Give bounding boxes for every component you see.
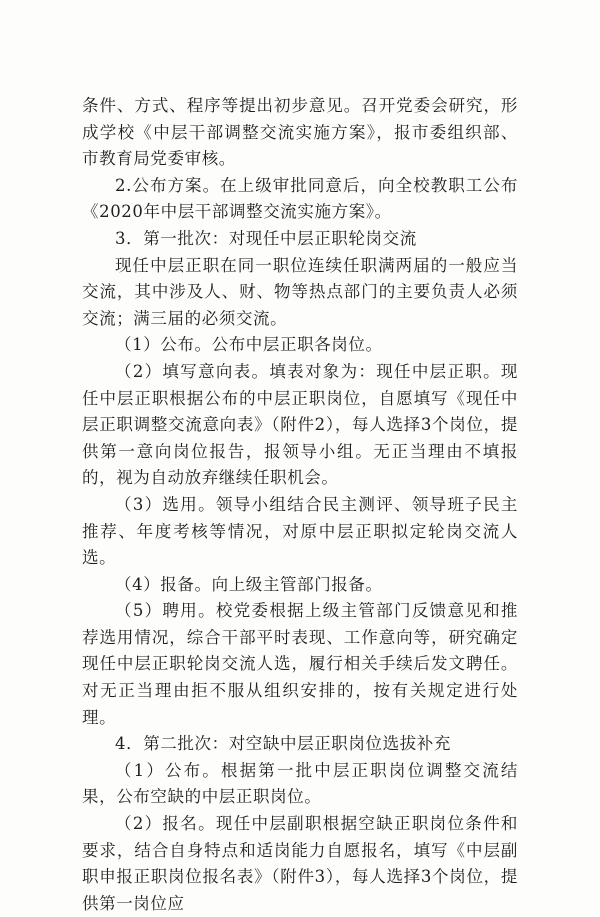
list-item: （3）选用。领导小组结合民主测评、领导班子民主推荐、年度考核等情况，对原中层正职拟定轮岗交流人选。 <box>82 494 518 568</box>
paragraph: 条件、方式、程序等提出初步意见。召开党委会研究，形成学校《中层干部调整交流实施方案》，报市委组织部、市教育局党委审核。 <box>82 96 518 169</box>
section-heading: 4．第二批次：对空缺中层正职岗位选拔补充 <box>115 734 451 754</box>
list-item: （2）填写意向表。填表对象为：现任中层正职。现任中层正职根据公布的中层正职岗位，自愿填写《现任中层正职调整交流意向表》（附件2），每人选择3个岗位，提供第一意向岗位报告，报领导小组。无正当理由不填报的，视为自动放弃继续任职机会。 <box>82 361 518 488</box>
list-item: （1）公布。公布中层正职各岗位。 <box>115 335 383 355</box>
list-item: （4）报备。向上级主管部门报备。 <box>115 574 383 594</box>
list-item: （5）聘用。校党委根据上级主管部门反馈意见和推荐选用情况，综合干部平时表现、工作意向等，研究确定现任中层正职轮岗交流人选，履行相关手续后发文聘任。对无正当理由拒不服从组织安排的，按有关规定进行处理。 <box>82 601 518 727</box>
list-item: （2）报名。现任中层副职根据空缺正职岗位条件和要求，结合自身特点和适岗能力自愿报名，填写《中层副职申报正职岗位报名表》（附件3），每人选择3个岗位，提供第一岗位应 <box>82 814 518 913</box>
paragraph: 现任中层正职在同一职位连续任职满两届的一般应当交流，其中涉及人、财、物等热点部门的主要负责人必须交流；满三届的必须交流。 <box>82 255 518 328</box>
section-heading: 3．第一批次：对现任中层正职轮岗交流 <box>115 228 417 248</box>
paragraph: 2.公布方案。在上级审批同意后，向全校教职工公布《2020年中层干部调整交流实施方案》。 <box>82 175 518 222</box>
list-item: （1）公布。根据第一批中层正职岗位调整交流结果，公布空缺的中层正职岗位。 <box>82 760 518 807</box>
